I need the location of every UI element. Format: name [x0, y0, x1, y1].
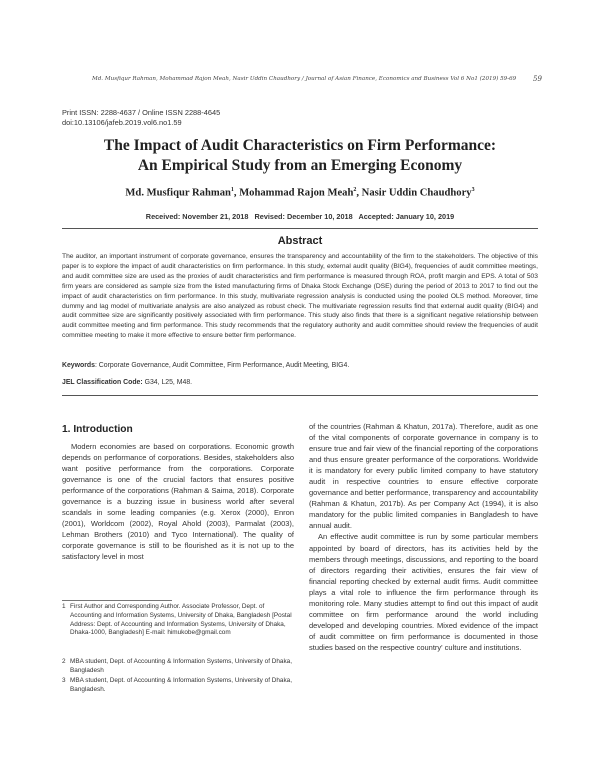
- footnote-number: 3: [62, 677, 66, 684]
- author-affil: 3: [471, 187, 475, 193]
- issn-block: [62, 108, 220, 128]
- title-line-1: The Impact of Audit Characteristics on Firm Performance:: [103, 137, 497, 154]
- issn-line: Print ISSN: 2288-4637 / Online ISSN 2288-4645: [62, 108, 221, 117]
- footnote-text: First Author and Corresponding Author. Associate Professor, Dept. of Accounting and Information Systems, University of Dhaka, Bangladesh [Postal Address: Dept. of Accounting and Information Systems, University of Dhaka, Dhaka-1000, Bangladesh] E-mail: himukobe@gmail.com: [70, 603, 292, 637]
- doi-line: doi:10.13106/jafeb.2019.vol6.no1.59: [62, 118, 182, 127]
- footnote-text: MBA student, Dept. of Accounting & Information Systems, University of Dhaka, Bangladesh.: [70, 677, 292, 693]
- footnote-number: 2: [62, 658, 66, 665]
- running-head: Md. Musfiqur Rahman, Mohammad Rajon Meah, Nasir Uddin Chaudhory / Journal of Asian Finance, Economics and Business Vol 6 No1 (2019) 59-69: [92, 76, 517, 82]
- page-number: 59: [533, 75, 542, 83]
- divider-top: [62, 228, 538, 229]
- footnote-text: MBA student, Dept. of Accounting & Information Systems, University of Dhaka, Bangladesh: [70, 658, 292, 674]
- paragraph: of the countries (Rahman & Khatun, 2017a). Therefore, audit as one of the vital components of corporate governance in company is to ensure true and fair view of the financial reporting of the corporations and thus ensure greater performance of the corporations. Worldwide it is mandatory for every public limited company to have statutory audit in respective countries to ensure effective corporate governance and better performance, transparency and accountability (Rahman & Khatun, 2017b). As per Company Act (1994), it is also mandatory for the public limited companies in Bangladesh to have annual audit.: [309, 422, 538, 531]
- author-affil: 2: [353, 187, 357, 193]
- jel-codes: [62, 379, 538, 386]
- keywords-label: Keywords: [62, 362, 95, 369]
- jel-values: G34, L25, M48.: [142, 379, 193, 386]
- keywords-values: : Corporate Governance, Audit Committee, Firm Performance, Audit Meeting, BIG4.: [94, 362, 350, 369]
- jel-label: JEL Classification Code:: [62, 379, 143, 386]
- abstract-text: The auditor, an important instrument of corporate governance, ensures the transparency and accountability of the firm to the stakeholders. The objective of this paper is to explore the impact of audit characteristics on firm performance. In this study, external audit quality (BIG4), frequencies of audit committee meetings, and audit committee size are used as the proxies of audit characteristics and firm performance is measured through ROA, profit margin and EPS. A total of 503 firm years are considered as sample size from the listed manufacturing firms of Dhaka Stock Exchange (DSE) during the period of 2013 to 2017 to find out the impact of audit characteristics on firm performance. In this study, multivariate regression analysis is conducted using the pooled OLS method. Moreover, time dummy and lag model of multivariate analysis are also analyzed as robust check. The multivariate regression results find that external audit quality (BIG4) and audit committee size are significantly positively associated with firm performance. This study also finds that there is a significant negative relationship between audit committee meeting and firm performance. This study recommends that the regulatory authority and audit committee should review the frequencies of audit committee meeting to make it more effective to ensure better firm performance.: [62, 253, 538, 340]
- author-list: Md. Musfiqur Rahman$^1$, Mohammad Rajon Meah$^2$, Nasir Uddin Chaudhory$^3$: [125, 187, 475, 199]
- divider-bottom: [62, 395, 538, 396]
- paper-title: [60, 136, 540, 176]
- footnote-rule: [62, 600, 172, 601]
- author-name: Mohammad Rajon Meah: [239, 187, 354, 199]
- column-left: [62, 441, 294, 563]
- submission-dates: Received: November 21, 2018 Revised: December 10, 2018 Accepted: January 10, 2019: [145, 212, 455, 221]
- footnote-number: 1: [62, 603, 66, 610]
- keywords: [62, 362, 538, 369]
- footnote: [62, 603, 294, 638]
- paragraph: Modern economies are based on corporations. Economic growth depends on performance of corporations. Besides, stakeholders also want positive performance from the corporations. Corporate governance is one of the crucial factors that ensures positive performance of the corporations (Rahman & Saima, 2018). Corporate governance is a buzzing issue in business world after several scandals in some leading companies (e.g. Xerox (2000), Enron (2001), Worldcom (2002), Royal Ahold (2003), Parmalat (2003), Lehman Brothers (2010) and Tyco International). The quality of corporate governance is still to be flourished as it is not up to the satisfactory level in most: [62, 442, 294, 562]
- author-name: Md. Musfiqur Rahman: [125, 187, 231, 199]
- footnote: [62, 658, 294, 676]
- title-line-2: An Empirical Study from an Emerging Economy: [137, 157, 463, 174]
- section-heading-introduction: 1. Introduction: [62, 424, 133, 435]
- abstract-heading: Abstract: [277, 235, 323, 247]
- author-affil: 1: [230, 187, 234, 193]
- author-name: Nasir Uddin Chaudhory: [361, 187, 472, 199]
- column-right: [309, 421, 538, 653]
- footnote: [62, 677, 294, 695]
- paragraph: An effective audit committee is run by some particular members appointed by board of directors, has its activities held by the members through meetings, discussions, and reporting to the board of directors regarding their activities, ensures the fair view of financial reporting checked by external audit firms. Audit committee plays a vital role to influence the firm performance through its monitoring role. Many studies attempt to find out this impact of audit committee on firm performance around the world including developed and developing countries. Mixed evidence of the impact of audit committee on firm performance is documented in those studies based on the respective country' culture and institutions.: [309, 532, 538, 652]
